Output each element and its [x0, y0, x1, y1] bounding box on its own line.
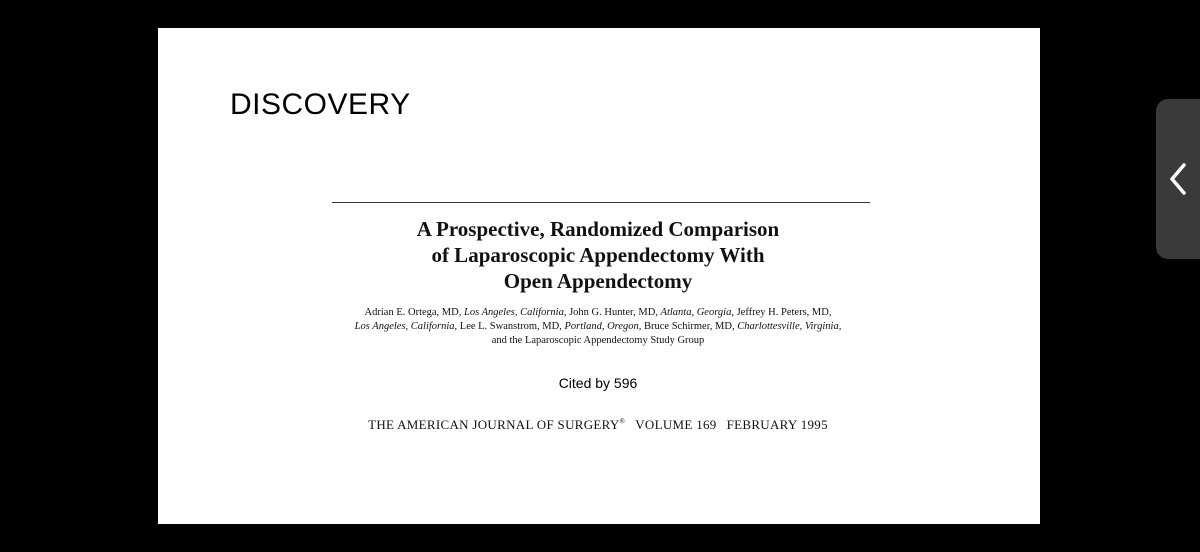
- author-name: , Lee L. Swanstrom, MD,: [454, 321, 562, 332]
- journal-volume: VOLUME 169: [635, 417, 717, 432]
- authors-line: and the Laparoscopic Appendectomy Study Group: [491, 335, 705, 346]
- side-panel-toggle[interactable]: [1156, 99, 1200, 259]
- author-punctuation: ,: [838, 321, 842, 332]
- paper-title-line: of Laparoscopic Appendectomy With: [431, 243, 765, 267]
- registered-mark: ®: [619, 417, 626, 426]
- paper-title-line: A Prospective, Randomized Comparison: [416, 217, 780, 241]
- author-name: , Bruce Schirmer, MD,: [638, 321, 735, 332]
- paper-title-line: Open Appendectomy: [503, 269, 693, 293]
- authors-line: [308, 320, 888, 334]
- slide-heading: DISCOVERY: [230, 88, 411, 121]
- journal-citation: [308, 417, 888, 433]
- authors-line: [308, 306, 888, 320]
- author-name: , John G. Hunter, MD,: [563, 307, 658, 318]
- chevron-left-icon: [1168, 162, 1188, 196]
- slide: [158, 28, 1040, 524]
- paper-divider: [332, 202, 870, 203]
- author-location: Portland, Oregon: [564, 321, 639, 332]
- paper-authors: [308, 306, 888, 348]
- author-location: Atlanta, Georgia: [660, 307, 732, 318]
- journal-name: THE AMERICAN JOURNAL OF SURGERY: [368, 417, 620, 432]
- author-location: Los Angeles, California: [354, 321, 455, 332]
- author-location: Los Angeles, California: [463, 307, 564, 318]
- author-name: Adrian E. Ortega, MD,: [364, 307, 462, 318]
- paper-title: [308, 216, 888, 294]
- author-location: Charlottesville, Virginia: [737, 321, 839, 332]
- cited-by-count: Cited by 596: [558, 375, 638, 391]
- journal-date: FEBRUARY 1995: [726, 417, 828, 432]
- author-name: , Jeffrey H. Peters, MD,: [731, 307, 832, 318]
